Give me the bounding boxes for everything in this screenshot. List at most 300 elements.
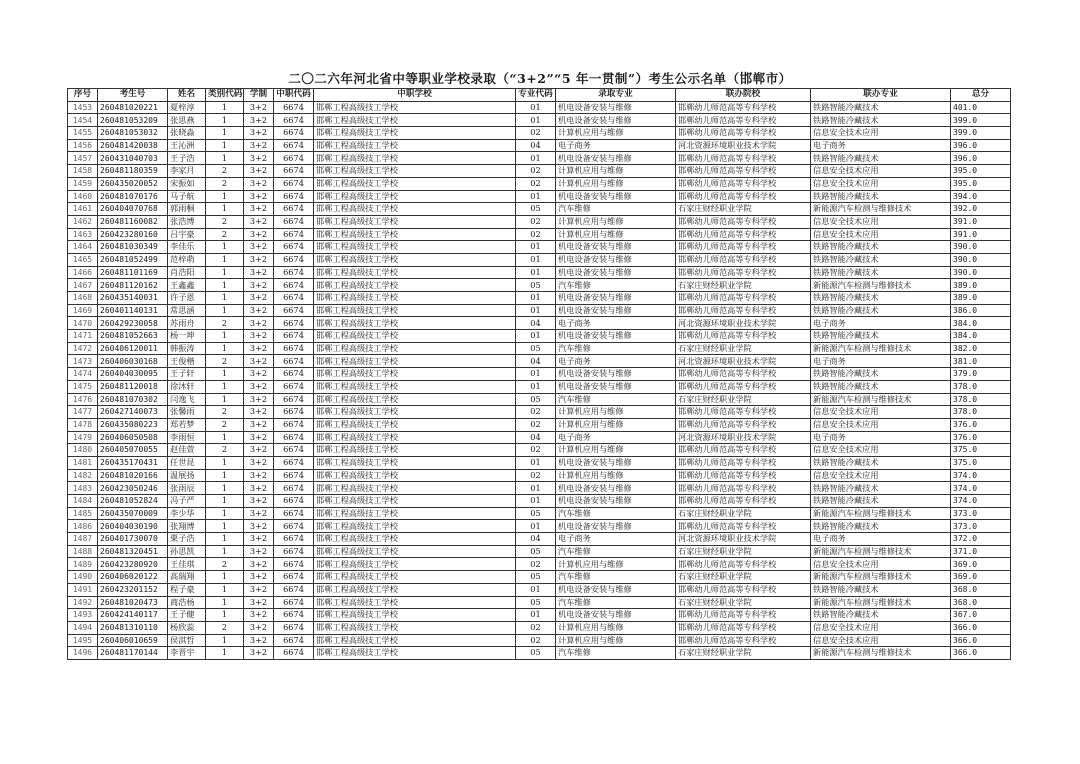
cell-partner-major: 铁路智能冷藏技术: [811, 583, 951, 596]
cell-major-code: 04: [516, 139, 556, 152]
table-row: [68, 228, 1011, 241]
cell-name: 杨一坤: [168, 330, 206, 343]
table-row: [68, 330, 1011, 343]
header-partner-college: 联办院校: [676, 89, 811, 102]
cell-school-code: 6674: [274, 177, 314, 190]
cell-major: 机电设备安装与维修: [556, 152, 676, 165]
cell-exam-number: 260406120011: [98, 342, 168, 355]
cell-major-code: 05: [516, 393, 556, 406]
cell-school-code: 6674: [274, 507, 314, 520]
cell-total-score: 396.0: [951, 139, 1011, 152]
cell-total-score: 390.0: [951, 241, 1011, 254]
cell-seq: 1494: [68, 621, 98, 634]
cell-name: 冯子严: [168, 495, 206, 508]
cell-program-length: 3+2: [244, 342, 274, 355]
cell-seq: 1481: [68, 456, 98, 469]
cell-name: 张思燕: [168, 114, 206, 127]
cell-exam-number: 260481052824: [98, 495, 168, 508]
table-row: [68, 571, 1011, 584]
cell-major: 汽车维修: [556, 545, 676, 558]
cell-exam-number: 260404070768: [98, 203, 168, 216]
table-row: [68, 101, 1011, 114]
cell-partner-major: 电子商务: [811, 533, 951, 546]
cell-total-score: 368.0: [951, 583, 1011, 596]
header-school-code: 中职代码: [274, 89, 314, 102]
cell-school: 邯郸工程高级技工学校: [314, 241, 516, 254]
cell-total-score: 366.0: [951, 634, 1011, 647]
cell-major-code: 01: [516, 368, 556, 381]
cell-category-code: 1: [206, 469, 244, 482]
cell-category-code: 1: [206, 495, 244, 508]
cell-school: 邯郸工程高级技工学校: [314, 190, 516, 203]
cell-seq: 1457: [68, 152, 98, 165]
cell-partner-college: 邯郸幼儿师范高等专科学校: [676, 114, 811, 127]
cell-category-code: 2: [206, 444, 244, 457]
cell-category-code: 2: [206, 215, 244, 228]
cell-school-code: 6674: [274, 647, 314, 660]
cell-program-length: 3+2: [244, 380, 274, 393]
cell-partner-college: 河北资源环境职业技术学院: [676, 533, 811, 546]
cell-school: 邯郸工程高级技工学校: [314, 393, 516, 406]
cell-category-code: 1: [206, 266, 244, 279]
cell-exam-number: 260406050508: [98, 431, 168, 444]
cell-seq: 1486: [68, 520, 98, 533]
cell-school: 邯郸工程高级技工学校: [314, 431, 516, 444]
cell-partner-college: 邯郸幼儿师范高等专科学校: [676, 482, 811, 495]
cell-school-code: 6674: [274, 558, 314, 571]
cell-program-length: 3+2: [244, 634, 274, 647]
cell-category-code: 2: [206, 355, 244, 368]
table-row: [68, 621, 1011, 634]
cell-partner-major: 新能源汽车检测与维修技术: [811, 647, 951, 660]
cell-category-code: 1: [206, 583, 244, 596]
cell-total-score: 401.0: [951, 101, 1011, 114]
cell-program-length: 3+2: [244, 215, 274, 228]
cell-program-length: 3+2: [244, 139, 274, 152]
cell-program-length: 3+2: [244, 101, 274, 114]
cell-school-code: 6674: [274, 431, 314, 444]
cell-name: 张翔博: [168, 520, 206, 533]
cell-total-score: 366.0: [951, 647, 1011, 660]
cell-partner-college: 邯郸幼儿师范高等专科学校: [676, 152, 811, 165]
table-row: [68, 241, 1011, 254]
cell-total-score: 376.0: [951, 418, 1011, 431]
cell-school: 邯郸工程高级技工学校: [314, 634, 516, 647]
table-row: [68, 266, 1011, 279]
cell-major-code: 04: [516, 431, 556, 444]
cell-seq: 1492: [68, 596, 98, 609]
table-row: [68, 507, 1011, 520]
cell-name: 高瑞翔: [168, 571, 206, 584]
cell-exam-number: 260423050246: [98, 482, 168, 495]
cell-major: 机电设备安装与维修: [556, 520, 676, 533]
cell-school-code: 6674: [274, 241, 314, 254]
cell-exam-number: 260481320451: [98, 545, 168, 558]
cell-category-code: 1: [206, 114, 244, 127]
cell-major: 机电设备安装与维修: [556, 266, 676, 279]
table-row: [68, 203, 1011, 216]
cell-major: 机电设备安装与维修: [556, 114, 676, 127]
cell-seq: 1460: [68, 190, 98, 203]
cell-partner-college: 邯郸幼儿师范高等专科学校: [676, 583, 811, 596]
cell-partner-college: 河北资源环境职业技术学院: [676, 317, 811, 330]
cell-total-score: 379.0: [951, 368, 1011, 381]
table-row: [68, 355, 1011, 368]
cell-school: 邯郸工程高级技工学校: [314, 152, 516, 165]
cell-major: 计算机应用与维修: [556, 127, 676, 140]
cell-major: 计算机应用与维修: [556, 469, 676, 482]
cell-total-score: 378.0: [951, 380, 1011, 393]
table-row: [68, 558, 1011, 571]
cell-partner-college: 邯郸幼儿师范高等专科学校: [676, 127, 811, 140]
cell-school-code: 6674: [274, 583, 314, 596]
table-row: [68, 393, 1011, 406]
cell-total-score: 375.0: [951, 444, 1011, 457]
cell-category-code: 1: [206, 571, 244, 584]
cell-name: 李晋宇: [168, 647, 206, 660]
cell-name: 李佳乐: [168, 241, 206, 254]
cell-major: 机电设备安装与维修: [556, 330, 676, 343]
cell-category-code: 1: [206, 545, 244, 558]
cell-category-code: 1: [206, 482, 244, 495]
cell-school-code: 6674: [274, 127, 314, 140]
cell-major: 汽车维修: [556, 647, 676, 660]
cell-name: 肖浩阳: [168, 266, 206, 279]
cell-exam-number: 260406030168: [98, 355, 168, 368]
cell-major-code: 05: [516, 342, 556, 355]
cell-major-code: 02: [516, 634, 556, 647]
cell-program-length: 3+2: [244, 393, 274, 406]
cell-seq: 1476: [68, 393, 98, 406]
cell-major: 汽车维修: [556, 393, 676, 406]
cell-seq: 1466: [68, 266, 98, 279]
table-row: [68, 583, 1011, 596]
header-total-score: 总分: [951, 89, 1011, 102]
cell-school-code: 6674: [274, 571, 314, 584]
cell-total-score: 369.0: [951, 558, 1011, 571]
cell-major-code: 02: [516, 177, 556, 190]
cell-school-code: 6674: [274, 634, 314, 647]
cell-partner-major: 铁路智能冷藏技术: [811, 253, 951, 266]
cell-school: 邯郸工程高级技工学校: [314, 558, 516, 571]
cell-partner-college: 石家庄财经职业学院: [676, 647, 811, 660]
cell-partner-college: 石家庄财经职业学院: [676, 596, 811, 609]
cell-total-score: 395.0: [951, 177, 1011, 190]
cell-seq: 1480: [68, 444, 98, 457]
cell-category-code: 2: [206, 558, 244, 571]
cell-school: 邯郸工程高级技工学校: [314, 571, 516, 584]
cell-exam-number: 260481030349: [98, 241, 168, 254]
cell-school: 邯郸工程高级技工学校: [314, 456, 516, 469]
cell-major: 汽车维修: [556, 507, 676, 520]
cell-seq: 1491: [68, 583, 98, 596]
table-row: [68, 190, 1011, 203]
cell-school-code: 6674: [274, 482, 314, 495]
cell-name: 张馨雨: [168, 406, 206, 419]
cell-exam-number: 260423280920: [98, 558, 168, 571]
cell-exam-number: 260404030190: [98, 520, 168, 533]
cell-partner-college: 邯郸幼儿师范高等专科学校: [676, 304, 811, 317]
cell-total-score: 395.0: [951, 165, 1011, 178]
table-body: [68, 101, 1011, 659]
cell-name: 许子恩: [168, 292, 206, 305]
cell-major: 机电设备安装与维修: [556, 292, 676, 305]
cell-category-code: 1: [206, 520, 244, 533]
table-row: [68, 317, 1011, 330]
cell-name: 吕宇豪: [168, 228, 206, 241]
cell-major: 计算机应用与维修: [556, 228, 676, 241]
cell-school: 邯郸工程高级技工学校: [314, 165, 516, 178]
cell-seq: 1467: [68, 279, 98, 292]
cell-partner-major: 信息安全技术应用: [811, 165, 951, 178]
cell-exam-number: 260481052499: [98, 253, 168, 266]
cell-category-code: 1: [206, 292, 244, 305]
cell-seq: 1487: [68, 533, 98, 546]
cell-name: 郭雨桐: [168, 203, 206, 216]
cell-total-score: 373.0: [951, 507, 1011, 520]
cell-exam-number: 260431040703: [98, 152, 168, 165]
cell-school-code: 6674: [274, 139, 314, 152]
table-row: [68, 533, 1011, 546]
cell-program-length: 3+2: [244, 253, 274, 266]
cell-partner-major: 信息安全技术应用: [811, 621, 951, 634]
cell-seq: 1477: [68, 406, 98, 419]
cell-major-code: 02: [516, 165, 556, 178]
cell-major-code: 02: [516, 215, 556, 228]
cell-name: 王子浩: [168, 152, 206, 165]
cell-category-code: 2: [206, 418, 244, 431]
cell-major: 机电设备安装与维修: [556, 253, 676, 266]
cell-seq: 1478: [68, 418, 98, 431]
cell-name: 苏雨舟: [168, 317, 206, 330]
cell-partner-college: 邯郸幼儿师范高等专科学校: [676, 330, 811, 343]
cell-name: 王子健: [168, 609, 206, 622]
cell-name: 王鑫鑫: [168, 279, 206, 292]
cell-name: 赵佳萱: [168, 444, 206, 457]
cell-category-code: 1: [206, 330, 244, 343]
table-row: [68, 596, 1011, 609]
cell-total-score: 374.0: [951, 482, 1011, 495]
cell-category-code: 1: [206, 139, 244, 152]
cell-partner-major: 电子商务: [811, 317, 951, 330]
cell-partner-major: 铁路智能冷藏技术: [811, 368, 951, 381]
cell-school-code: 6674: [274, 152, 314, 165]
header-program-length: 学制: [244, 89, 274, 102]
table-row: [68, 647, 1011, 660]
cell-major: 机电设备安装与维修: [556, 482, 676, 495]
cell-major: 计算机应用与维修: [556, 177, 676, 190]
cell-partner-college: 邯郸幼儿师范高等专科学校: [676, 380, 811, 393]
cell-total-score: 371.0: [951, 545, 1011, 558]
cell-partner-major: 铁路智能冷藏技术: [811, 482, 951, 495]
cell-category-code: 1: [206, 456, 244, 469]
cell-school-code: 6674: [274, 368, 314, 381]
cell-partner-college: 邯郸幼儿师范高等专科学校: [676, 634, 811, 647]
cell-exam-number: 260405070055: [98, 444, 168, 457]
cell-partner-major: 信息安全技术应用: [811, 418, 951, 431]
cell-name: 徐沐轩: [168, 380, 206, 393]
cell-name: 张雨辰: [168, 482, 206, 495]
cell-partner-major: 信息安全技术应用: [811, 634, 951, 647]
cell-partner-college: 石家庄财经职业学院: [676, 203, 811, 216]
cell-school: 邯郸工程高级技工学校: [314, 545, 516, 558]
cell-school-code: 6674: [274, 469, 314, 482]
cell-major-code: 02: [516, 406, 556, 419]
cell-exam-number: 260424140117: [98, 609, 168, 622]
cell-major-code: 01: [516, 241, 556, 254]
cell-partner-major: 铁路智能冷藏技术: [811, 520, 951, 533]
cell-seq: 1488: [68, 545, 98, 558]
cell-school-code: 6674: [274, 355, 314, 368]
cell-partner-college: 石家庄财经职业学院: [676, 342, 811, 355]
cell-partner-college: 邯郸幼儿师范高等专科学校: [676, 406, 811, 419]
cell-major-code: 05: [516, 647, 556, 660]
cell-partner-college: 河北资源环境职业技术学院: [676, 355, 811, 368]
cell-partner-major: 新能源汽车检测与维修技术: [811, 571, 951, 584]
header-major: 录取专业: [556, 89, 676, 102]
cell-school: 邯郸工程高级技工学校: [314, 177, 516, 190]
cell-partner-college: 邯郸幼儿师范高等专科学校: [676, 241, 811, 254]
cell-program-length: 3+2: [244, 241, 274, 254]
cell-category-code: 1: [206, 190, 244, 203]
cell-major: 计算机应用与维修: [556, 558, 676, 571]
cell-school-code: 6674: [274, 456, 314, 469]
cell-category-code: 1: [206, 101, 244, 114]
cell-major: 汽车维修: [556, 342, 676, 355]
cell-partner-major: 新能源汽车检测与维修技术: [811, 393, 951, 406]
cell-partner-college: 石家庄财经职业学院: [676, 507, 811, 520]
cell-school: 邯郸工程高级技工学校: [314, 647, 516, 660]
cell-total-score: 394.0: [951, 190, 1011, 203]
table-row: [68, 152, 1011, 165]
cell-seq: 1474: [68, 368, 98, 381]
cell-name: 杨欣蕊: [168, 621, 206, 634]
cell-partner-college: 邯郸幼儿师范高等专科学校: [676, 215, 811, 228]
cell-major-code: 02: [516, 621, 556, 634]
cell-school: 邯郸工程高级技工学校: [314, 507, 516, 520]
cell-exam-number: 260481053209: [98, 114, 168, 127]
cell-seq: 1455: [68, 127, 98, 140]
cell-seq: 1459: [68, 177, 98, 190]
cell-exam-number: 260481020221: [98, 101, 168, 114]
cell-major-code: 01: [516, 101, 556, 114]
cell-school-code: 6674: [274, 520, 314, 533]
cell-partner-college: 邯郸幼儿师范高等专科学校: [676, 621, 811, 634]
cell-school-code: 6674: [274, 596, 314, 609]
cell-major: 汽车维修: [556, 279, 676, 292]
cell-seq: 1473: [68, 355, 98, 368]
cell-category-code: 1: [206, 609, 244, 622]
table-row: [68, 215, 1011, 228]
cell-seq: 1453: [68, 101, 98, 114]
table-row: [68, 482, 1011, 495]
table-row: [68, 380, 1011, 393]
cell-school: 邯郸工程高级技工学校: [314, 127, 516, 140]
cell-school: 邯郸工程高级技工学校: [314, 101, 516, 114]
cell-major: 机电设备安装与维修: [556, 380, 676, 393]
cell-exam-number: 260401140131: [98, 304, 168, 317]
cell-partner-major: 信息安全技术应用: [811, 558, 951, 571]
cell-name: 李家月: [168, 165, 206, 178]
cell-exam-number: 260406020122: [98, 571, 168, 584]
cell-category-code: 1: [206, 127, 244, 140]
cell-school: 邯郸工程高级技工学校: [314, 139, 516, 152]
cell-exam-number: 260435080223: [98, 418, 168, 431]
cell-exam-number: 260481310110: [98, 621, 168, 634]
cell-major-code: 05: [516, 596, 556, 609]
cell-exam-number: 260435140031: [98, 292, 168, 305]
cell-partner-major: 电子商务: [811, 139, 951, 152]
cell-total-score: 367.0: [951, 609, 1011, 622]
cell-partner-major: 新能源汽车检测与维修技术: [811, 596, 951, 609]
cell-school: 邯郸工程高级技工学校: [314, 533, 516, 546]
cell-program-length: 3+2: [244, 495, 274, 508]
cell-major: 机电设备安装与维修: [556, 190, 676, 203]
cell-total-score: 366.0: [951, 621, 1011, 634]
cell-partner-college: 石家庄财经职业学院: [676, 279, 811, 292]
cell-seq: 1495: [68, 634, 98, 647]
cell-name: 栗子浩: [168, 533, 206, 546]
cell-school: 邯郸工程高级技工学校: [314, 444, 516, 457]
cell-school-code: 6674: [274, 190, 314, 203]
table-row: [68, 177, 1011, 190]
cell-major-code: 01: [516, 495, 556, 508]
cell-partner-college: 邯郸幼儿师范高等专科学校: [676, 558, 811, 571]
cell-major-code: 01: [516, 114, 556, 127]
cell-major-code: 05: [516, 571, 556, 584]
cell-partner-major: 电子商务: [811, 355, 951, 368]
cell-category-code: 2: [206, 621, 244, 634]
cell-exam-number: 260435070009: [98, 507, 168, 520]
table-row: [68, 304, 1011, 317]
cell-major-code: 01: [516, 520, 556, 533]
cell-seq: 1483: [68, 482, 98, 495]
cell-partner-major: 新能源汽车检测与维修技术: [811, 203, 951, 216]
cell-partner-college: 河北资源环境职业技术学院: [676, 431, 811, 444]
cell-exam-number: 260401730070: [98, 533, 168, 546]
cell-program-length: 3+2: [244, 304, 274, 317]
cell-exam-number: 260404030095: [98, 368, 168, 381]
cell-partner-college: 邯郸幼儿师范高等专科学校: [676, 418, 811, 431]
cell-school: 邯郸工程高级技工学校: [314, 621, 516, 634]
cell-partner-major: 铁路智能冷藏技术: [811, 495, 951, 508]
cell-major-code: 01: [516, 456, 556, 469]
table-row: [68, 253, 1011, 266]
cell-major: 机电设备安装与维修: [556, 456, 676, 469]
cell-partner-college: 邯郸幼儿师范高等专科学校: [676, 253, 811, 266]
cell-partner-major: 铁路智能冷藏技术: [811, 190, 951, 203]
table-row: [68, 165, 1011, 178]
cell-exam-number: 260406010659: [98, 634, 168, 647]
cell-name: 李雨恒: [168, 431, 206, 444]
cell-name: 侯淇哲: [168, 634, 206, 647]
cell-school-code: 6674: [274, 165, 314, 178]
cell-school-code: 6674: [274, 330, 314, 343]
cell-partner-major: 新能源汽车检测与维修技术: [811, 342, 951, 355]
cell-major-code: 01: [516, 266, 556, 279]
cell-partner-college: 邯郸幼儿师范高等专科学校: [676, 177, 811, 190]
cell-school: 邯郸工程高级技工学校: [314, 355, 516, 368]
cell-major-code: 02: [516, 558, 556, 571]
cell-major-code: 05: [516, 279, 556, 292]
cell-major: 电子商务: [556, 355, 676, 368]
cell-program-length: 3+2: [244, 317, 274, 330]
cell-major-code: 05: [516, 203, 556, 216]
cell-program-length: 3+2: [244, 482, 274, 495]
cell-major: 计算机应用与维修: [556, 418, 676, 431]
cell-major-code: 04: [516, 533, 556, 546]
cell-program-length: 3+2: [244, 406, 274, 419]
